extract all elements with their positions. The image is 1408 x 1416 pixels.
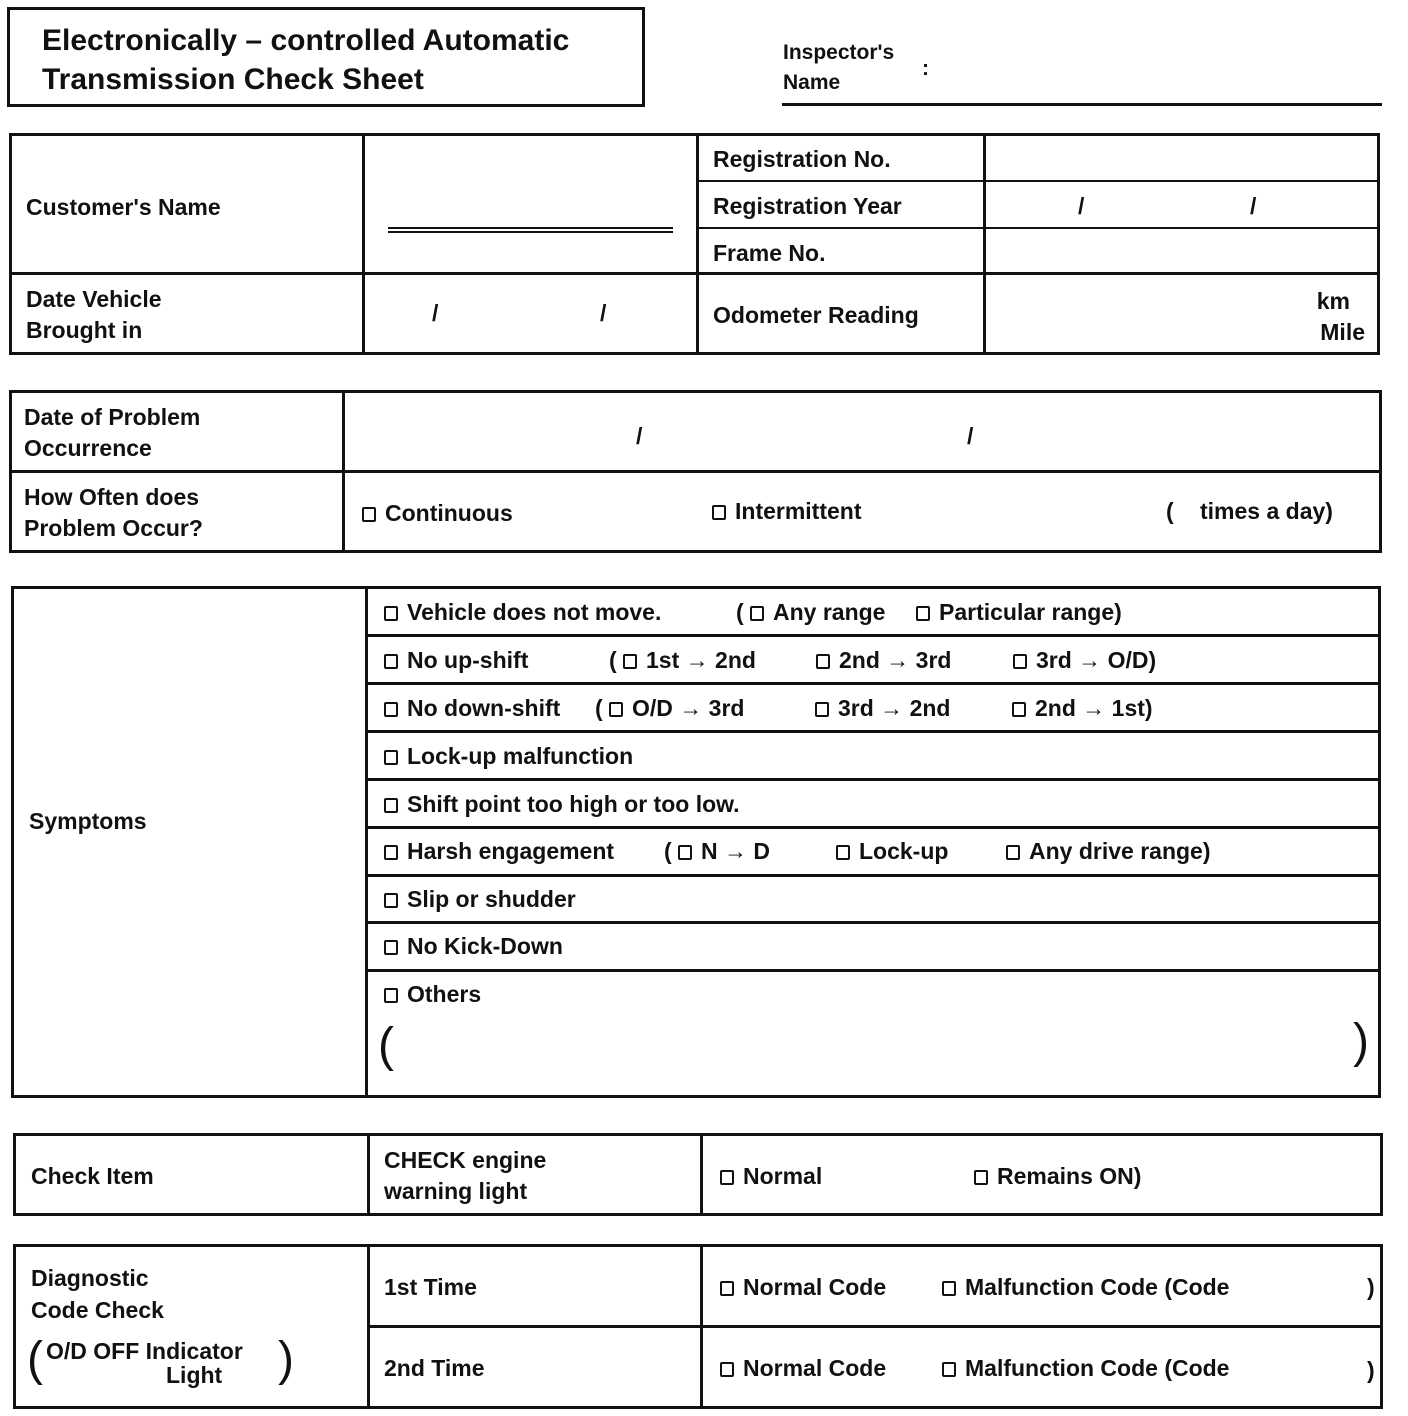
option-second-malfunction-code[interactable]: Malfunction Code (Code	[942, 1357, 1229, 1380]
checkbox-icon[interactable]	[678, 845, 692, 860]
others-open-paren: (	[378, 1019, 394, 1072]
any-range-open-paren: (	[736, 599, 744, 625]
option-any-range[interactable]: Any range	[750, 601, 885, 624]
check-engine-label-line2: warning light	[384, 1178, 528, 1204]
times-a-day-label: times a day)	[1200, 498, 1333, 524]
how-often-label-line2: Problem Occur?	[24, 515, 203, 541]
checkbox-icon[interactable]	[942, 1281, 956, 1296]
option-harsh-any-drive[interactable]: Any drive range)	[1006, 840, 1211, 863]
option-check-normal[interactable]: Normal	[720, 1165, 822, 1188]
symptom-lockup-malfunction[interactable]: Lock-up malfunction	[384, 745, 633, 768]
indicator-open-paren: (	[27, 1333, 43, 1386]
first-code-close-paren: )	[1367, 1274, 1375, 1300]
date-brought-label-line1: Date Vehicle	[26, 286, 162, 312]
continuous-option[interactable]: Continuous	[362, 502, 513, 525]
symptom-slip-shudder[interactable]: Slip or shudder	[384, 888, 576, 911]
checkbox-icon[interactable]	[974, 1170, 988, 1185]
symptoms-label: Symptoms	[29, 808, 147, 834]
checkbox-icon[interactable]	[609, 702, 623, 717]
frame-no-label: Frame No.	[713, 240, 826, 266]
harsh-open-paren: (	[664, 838, 672, 864]
second-time-label: 2nd Time	[384, 1355, 485, 1381]
symptom-no-downshift[interactable]: No down-shift	[384, 697, 560, 720]
registration-year-label: Registration Year	[713, 193, 902, 219]
option-downshift-od-3[interactable]: O/D → 3rd	[609, 697, 744, 720]
option-upshift-2-3[interactable]: 2nd → 3rd	[816, 649, 951, 672]
option-upshift-1-2[interactable]: 1st → 2nd	[623, 649, 756, 672]
checkbox-icon[interactable]	[384, 750, 398, 765]
date-of-problem-label-line1: Date of Problem	[24, 404, 201, 430]
registration-year-slash-2: /	[1250, 193, 1257, 219]
checkbox-icon[interactable]	[384, 940, 398, 955]
option-harsh-n-d[interactable]: N → D	[678, 840, 770, 863]
checkbox-icon[interactable]	[1012, 702, 1026, 717]
indicator-label-line2: Light	[166, 1362, 223, 1388]
checkbox-icon[interactable]	[384, 893, 398, 908]
indicator-label-line1: O/D OFF Indicator	[46, 1338, 243, 1364]
checkbox-icon[interactable]	[720, 1281, 734, 1296]
registration-no-field[interactable]	[988, 138, 1376, 178]
checkbox-icon[interactable]	[942, 1362, 956, 1377]
checkbox-icon[interactable]	[384, 702, 398, 717]
first-time-label: 1st Time	[384, 1274, 477, 1300]
checkbox-icon[interactable]	[1013, 654, 1027, 669]
checkbox-icon[interactable]	[384, 988, 398, 1003]
intermittent-option[interactable]: Intermittent	[712, 500, 862, 523]
customer-name-field[interactable]	[388, 227, 673, 233]
checkbox-icon[interactable]	[750, 606, 764, 621]
symptom-vehicle-not-move[interactable]: Vehicle does not move.	[384, 601, 661, 624]
symptom-shift-point[interactable]: Shift point too high or too low.	[384, 793, 740, 816]
option-harsh-lockup[interactable]: Lock-up	[836, 840, 948, 863]
checkbox-icon[interactable]	[384, 606, 398, 621]
checkbox-icon[interactable]	[712, 505, 726, 520]
date-of-problem-slash-1: /	[636, 423, 643, 449]
check-engine-label-line1: CHECK engine	[384, 1147, 547, 1173]
checkbox-icon[interactable]	[362, 507, 376, 522]
date-brought-slash-2: /	[600, 300, 607, 326]
option-downshift-2-1[interactable]: 2nd → 1st)	[1012, 697, 1153, 720]
check-item-table	[13, 1133, 1383, 1216]
checkbox-icon[interactable]	[836, 845, 850, 860]
option-downshift-3-2[interactable]: 3rd → 2nd	[815, 697, 950, 720]
odometer-unit-km: km	[1316, 288, 1350, 314]
others-close-paren: )	[1353, 1015, 1369, 1068]
form-title-line1: Electronically – controlled Automatic	[42, 24, 570, 57]
indicator-close-paren: )	[278, 1333, 294, 1386]
downshift-open-paren: (	[595, 695, 603, 721]
diagnostic-label-line1: Diagnostic	[31, 1265, 149, 1291]
checkbox-icon[interactable]	[916, 606, 930, 621]
option-second-normal-code[interactable]: Normal Code	[720, 1357, 886, 1380]
check-item-label: Check Item	[31, 1163, 154, 1189]
registration-year-slash-1: /	[1078, 193, 1085, 219]
option-particular-range[interactable]: Particular range)	[916, 601, 1122, 624]
symptom-others[interactable]: Others	[384, 983, 481, 1006]
option-first-malfunction-code[interactable]: Malfunction Code (Code	[942, 1276, 1229, 1299]
odometer-unit-mile: Mile	[1320, 319, 1365, 345]
checkbox-icon[interactable]	[384, 845, 398, 860]
checkbox-icon[interactable]	[720, 1362, 734, 1377]
others-description-field[interactable]	[400, 1020, 1350, 1076]
checkbox-icon[interactable]	[815, 702, 829, 717]
date-brought-slash-1: /	[432, 300, 439, 326]
option-upshift-3-od[interactable]: 3rd → O/D)	[1013, 649, 1156, 672]
frame-no-field[interactable]	[988, 232, 1376, 270]
diagnostic-label-line2: Code Check	[31, 1297, 164, 1323]
symptom-no-upshift[interactable]: No up-shift	[384, 649, 528, 672]
symptom-no-kickdown[interactable]: No Kick-Down	[384, 935, 563, 958]
inspector-colon: :	[922, 57, 929, 80]
option-first-normal-code[interactable]: Normal Code	[720, 1276, 886, 1299]
registration-no-label: Registration No.	[713, 146, 891, 172]
checkbox-icon[interactable]	[1006, 845, 1020, 860]
upshift-open-paren: (	[609, 647, 617, 673]
inspector-name-line[interactable]	[782, 103, 1382, 106]
inspector-label-line1: Inspector's	[783, 41, 895, 64]
times-a-day-open: (	[1166, 498, 1174, 524]
second-code-close-paren: )	[1367, 1357, 1375, 1383]
checkbox-icon[interactable]	[720, 1170, 734, 1185]
checkbox-icon[interactable]	[384, 798, 398, 813]
checkbox-icon[interactable]	[816, 654, 830, 669]
date-of-problem-label-line2: Occurrence	[24, 435, 152, 461]
inspector-label-line2: Name	[783, 71, 841, 94]
checkbox-icon[interactable]	[623, 654, 637, 669]
checkbox-icon[interactable]	[384, 654, 398, 669]
odometer-label: Odometer Reading	[713, 302, 919, 328]
how-often-label-line1: How Often does	[24, 484, 200, 510]
customer-name-label: Customer's Name	[26, 194, 221, 220]
date-brought-label-line2: Brought in	[26, 317, 143, 343]
option-check-remains-on[interactable]: Remains ON)	[974, 1165, 1141, 1188]
date-of-problem-slash-2: /	[967, 423, 974, 449]
symptom-harsh-engagement[interactable]: Harsh engagement	[384, 840, 614, 863]
form-title-line2: Transmission Check Sheet	[42, 63, 424, 96]
